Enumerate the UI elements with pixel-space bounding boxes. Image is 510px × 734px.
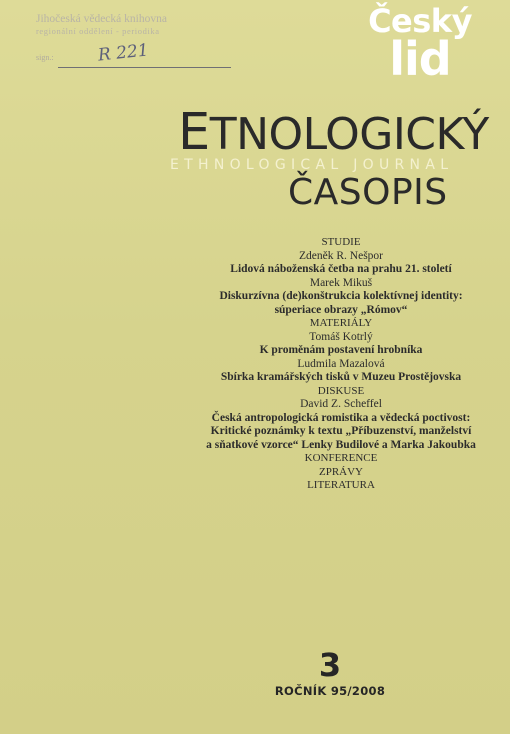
toc-article-title: Lidová náboženská četba na prahu 21. století bbox=[230, 263, 452, 275]
logo-line-1: Český bbox=[368, 2, 472, 40]
stamp-signature-row bbox=[36, 40, 201, 67]
issue-info bbox=[270, 648, 390, 698]
toc-section-heading: KONFERENCE bbox=[304, 452, 378, 464]
toc-author: Zdeněk R. Nešpor bbox=[299, 249, 383, 262]
title-initial-capital: E bbox=[178, 103, 210, 162]
journal-subtitle: ETHNOLOGICAL JOURNAL bbox=[170, 157, 454, 173]
toc-section-heading: STUDIE bbox=[321, 236, 361, 248]
toc-author: Marek Mikuš bbox=[309, 276, 373, 289]
handwritten-shelf-mark: R 221 bbox=[97, 40, 150, 66]
stamp-sign-label: sign.: bbox=[36, 53, 54, 62]
table-of-contents bbox=[196, 236, 486, 493]
toc-article-title: súperiace obrazy „Rómov“ bbox=[274, 303, 408, 316]
title-line-1-rest: TNOLOGICKÝ bbox=[209, 109, 489, 160]
toc-section-heading: LITERATURA bbox=[307, 479, 375, 491]
toc-article-title: K proměnám postavení hrobníka bbox=[259, 344, 423, 356]
issue-volume-year: ROČNÍK 95/2008 bbox=[274, 684, 386, 698]
toc-article-title: Kritické poznámky k textu „Příbuzenství, manželství bbox=[210, 425, 472, 437]
library-stamp bbox=[36, 12, 201, 67]
cesky-lid-logo bbox=[360, 2, 480, 86]
stamp-department: regionální oddělení - periodika bbox=[36, 26, 160, 36]
toc-article-title: Sbírka kramářských tisků v Muzeu Prostějovska bbox=[220, 371, 462, 383]
toc-article-title: Diskurzívna (de)konštrukcia kolektívnej identity: bbox=[219, 290, 463, 302]
toc-article-title: a sňatkové vzorce“ Lenky Budilové a Marka Jakoubka bbox=[206, 438, 476, 451]
journal-title-line-1 bbox=[178, 103, 489, 162]
issue-number: 3 bbox=[318, 646, 342, 684]
toc-section-heading: MATERIÁLY bbox=[309, 317, 373, 329]
toc-author: Ludmila Mazalová bbox=[297, 357, 385, 370]
stamp-sign-line bbox=[58, 67, 231, 68]
stamp-library-name: Jihočeská vědecká knihovna bbox=[36, 13, 167, 25]
logo-line-2: lid bbox=[389, 32, 451, 86]
toc-article-title: Česká antropologická romistika a vědecká poctivost: bbox=[211, 411, 471, 424]
toc-author: David Z. Scheffel bbox=[300, 398, 382, 410]
toc-author: Tomáš Kotrlý bbox=[309, 330, 373, 343]
toc-section-heading: DISKUSE bbox=[317, 384, 365, 397]
journal-title-line-2: ČASOPIS bbox=[288, 172, 448, 213]
toc-section-heading: ZPRÁVY bbox=[318, 465, 363, 478]
